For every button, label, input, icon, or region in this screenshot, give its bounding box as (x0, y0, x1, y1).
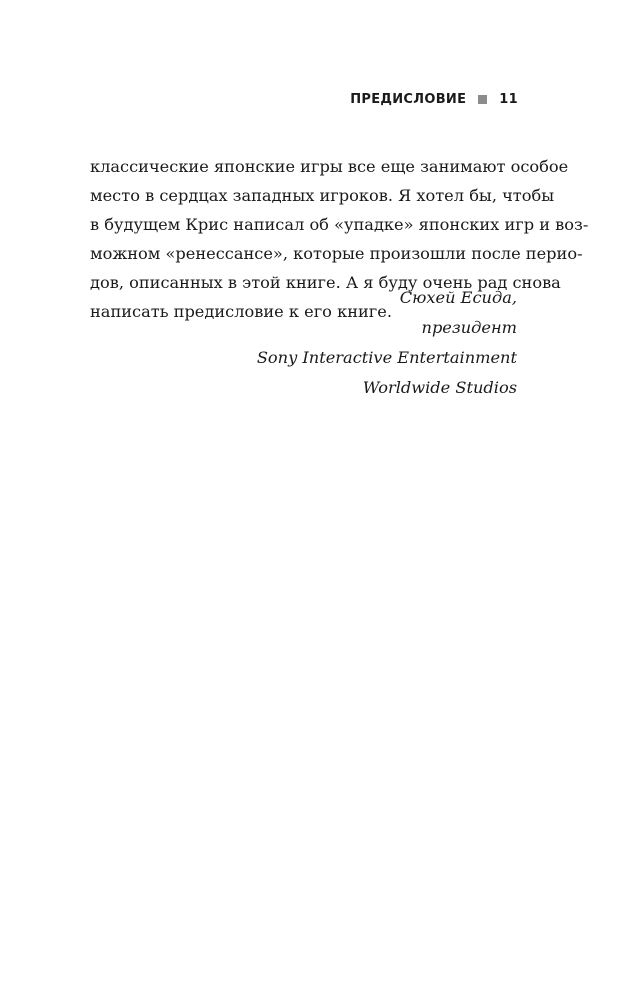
signature-name: Сюхей Есида, (399, 288, 517, 307)
section-title: ПРЕДИСЛОВИЕ (350, 92, 467, 107)
text-line: в будущем Крис написал об «упадке» японских игр и воз- (90, 215, 589, 234)
signature-company: Sony Interactive Entertainment (256, 348, 517, 367)
text-line: написать предисловие к его книге. (90, 302, 392, 321)
text-line: можном «ренессансе», которые произошли после перио- (90, 244, 583, 263)
text-line: классические японские игры все еще занимают особое (90, 157, 569, 176)
running-head (350, 92, 518, 107)
signature-company-division: Worldwide Studios (362, 378, 517, 397)
signature-title: президент (421, 318, 517, 337)
text-line: дов, описанных в этой книге. А я буду очень рад снова (90, 273, 561, 292)
square-icon (478, 95, 487, 104)
text-line: место в сердцах западных игроков. Я хотел бы, чтобы (90, 186, 555, 205)
signature-block (257, 283, 517, 403)
page-number: 11 (499, 92, 518, 107)
